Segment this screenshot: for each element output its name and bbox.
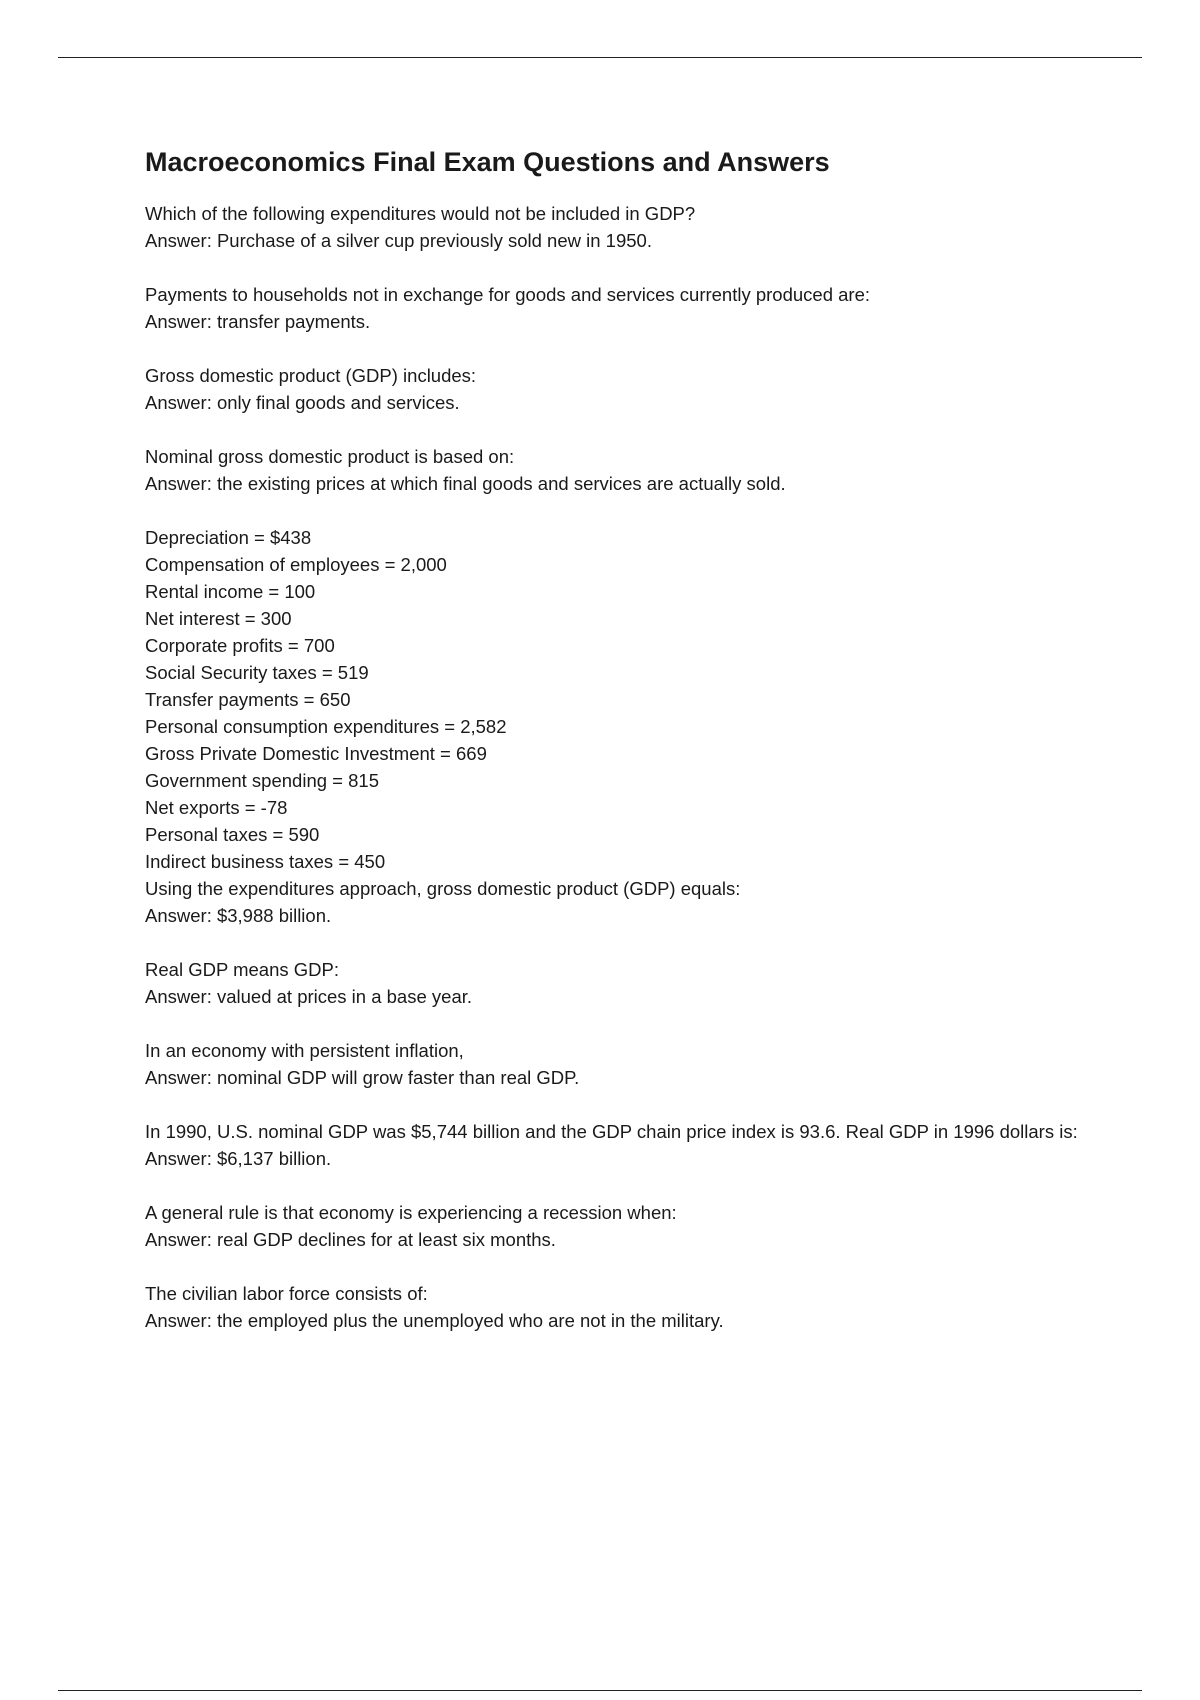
text-line: Gross Private Domestic Investment = 669 [145,743,487,765]
qa-block [145,1280,1105,1334]
text-line: Transfer payments = 650 [145,689,351,711]
qa-block [145,281,1105,335]
text-line: Using the expenditures approach, gross domestic product (GDP) equals: [145,878,741,900]
text-line: Government spending = 815 [145,770,379,792]
text-line: Answer: real GDP declines for at least six months. [145,1229,556,1251]
text-line: Answer: valued at prices in a base year. [145,986,473,1008]
text-line: Answer: nominal GDP will grow faster than real GDP. [145,1067,580,1089]
document-body [145,146,1105,1361]
text-line: Social Security taxes = 519 [145,662,369,684]
qa-list [145,200,1105,1334]
qa-block [145,362,1105,416]
text-line: A general rule is that economy is experiencing a recession when: [145,1202,677,1224]
text-line: Answer: $3,988 billion. [145,905,332,927]
top-rule [58,57,1142,58]
bottom-rule [58,1690,1142,1691]
text-line: Personal taxes = 590 [145,824,320,846]
text-line: The civilian labor force consists of: [145,1283,428,1305]
text-line: In 1990, U.S. nominal GDP was $5,744 billion and the GDP chain price index is 93.6. Real GDP in 1996 dollars is: [145,1121,1078,1143]
qa-block [145,1037,1105,1091]
text-line: Answer: the existing prices at which final goods and services are actually sold. [145,473,786,495]
text-line: In an economy with persistent inflation, [145,1040,464,1062]
qa-block [145,200,1105,254]
text-line: Answer: transfer payments. [145,311,371,333]
text-line: Depreciation = $438 [145,527,312,549]
text-line: Net exports = -78 [145,797,288,819]
text-line: Nominal gross domestic product is based on: [145,446,515,468]
text-line: Net interest = 300 [145,608,292,630]
document-title: Macroeconomics Final Exam Questions and Answers [145,147,830,177]
qa-block [145,524,1105,929]
text-line: Rental income = 100 [145,581,316,603]
qa-block [145,443,1105,497]
text-line: Personal consumption expenditures = 2,582 [145,716,507,738]
text-line: Compensation of employees = 2,000 [145,554,447,576]
text-line: Answer: the employed plus the unemployed who are not in the military. [145,1310,724,1332]
text-line: Answer: only final goods and services. [145,392,460,414]
text-line: Corporate profits = 700 [145,635,335,657]
text-line: Answer: Purchase of a silver cup previously sold new in 1950. [145,230,652,252]
text-line: Gross domestic product (GDP) includes: [145,365,477,387]
text-line: Indirect business taxes = 450 [145,851,386,873]
qa-block [145,1199,1105,1253]
text-line: Real GDP means GDP: [145,959,339,981]
qa-block [145,1118,1105,1172]
text-line: Which of the following expenditures would not be included in GDP? [145,203,696,225]
text-line: Payments to households not in exchange for goods and services currently produced are: [145,284,871,306]
qa-block [145,956,1105,1010]
text-line: Answer: $6,137 billion. [145,1148,332,1170]
